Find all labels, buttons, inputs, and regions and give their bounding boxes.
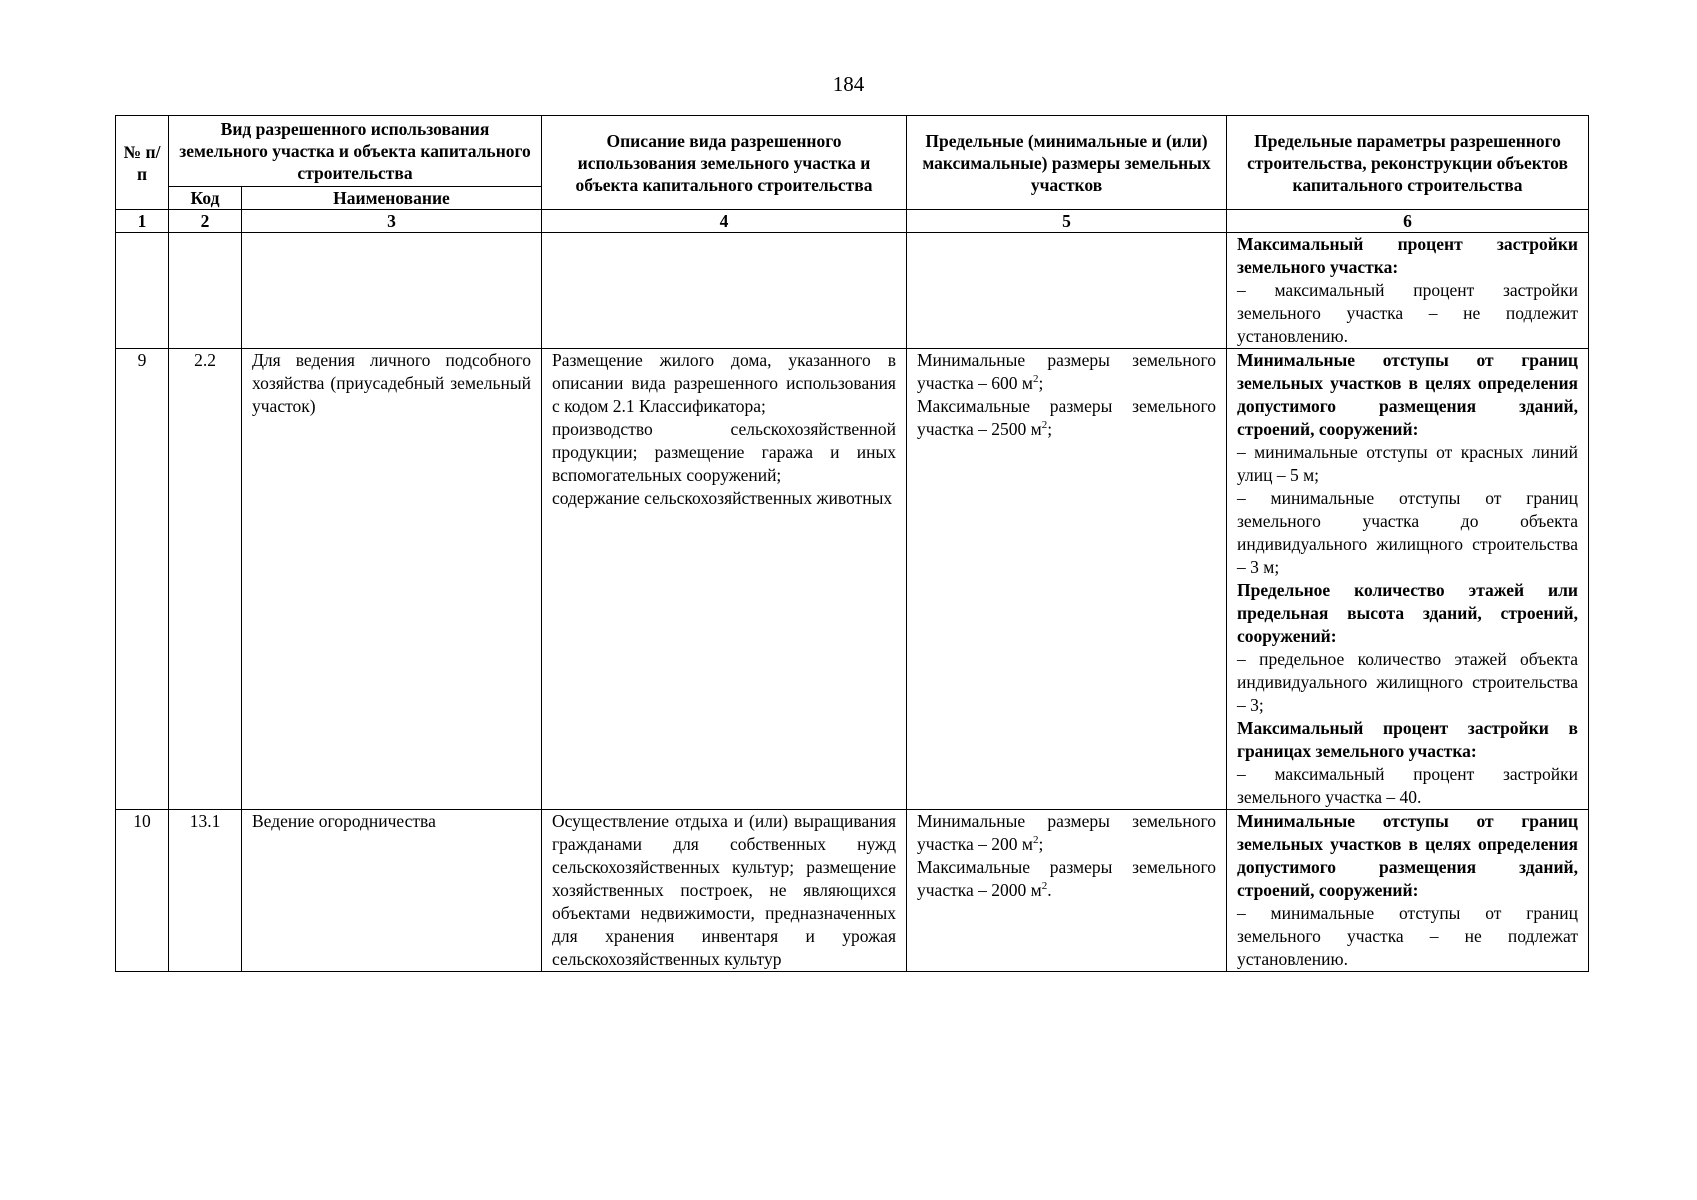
header-num: № п/п — [116, 116, 169, 210]
param-heading: Максимальный процент застройки земельного участка: — [1237, 234, 1578, 277]
row-code: 13.1 — [169, 810, 242, 972]
param-item: – минимальные отступы от красных линий улиц – 5 м; — [1237, 442, 1578, 485]
row-params — [1227, 349, 1589, 810]
row-description — [542, 349, 907, 810]
row-sizes — [907, 810, 1227, 972]
row-sizes — [907, 233, 1227, 349]
size-line: Максимальные размеры земельного участка – 2000 $м^2$. — [917, 857, 1216, 900]
param-heading: Минимальные отступы от границ земельных участков в целях определения допустимого размещения зданий, строений, сооружений: — [1237, 350, 1578, 439]
row-description — [542, 233, 907, 349]
superscript: 2 — [1032, 373, 1039, 386]
param-item: – минимальные отступы от границ земельного участка – не подлежат установлению. — [1237, 903, 1578, 969]
col-number: 4 — [542, 210, 907, 233]
col-number: 6 — [1227, 210, 1589, 233]
superscript: 2 — [1032, 834, 1039, 847]
size-line: Максимальные размеры земельного участка – 2500 $м^2$; — [917, 396, 1216, 439]
param-item: – максимальный процент застройки земельного участка – 40. — [1237, 764, 1578, 807]
header-group: Вид разрешенного использования земельного участка и объекта капитального строительства — [169, 116, 542, 187]
description-line: Размещение жилого дома, указанного в описании вида разрешенного использования с кодом 2.1 Классификатора; — [552, 350, 896, 416]
size-line: Минимальные размеры земельного участка – 600 $м^2$; — [917, 350, 1216, 393]
row-number — [116, 233, 169, 349]
table-body — [116, 233, 1589, 972]
col-number: 2 — [169, 210, 242, 233]
param-heading: Предельное количество этажей или предельная высота зданий, строений, сооружений: — [1237, 580, 1578, 646]
size-line: Минимальные размеры земельного участка – 200 $м^2$; — [917, 811, 1216, 854]
header-description: Описание вида разрешенного использования земельного участка и объекта капитального строительства — [542, 116, 907, 210]
row-name: Для ведения личного подсобного хозяйства (приусадебный земельный участок) — [242, 349, 542, 810]
header-name: Наименование — [242, 187, 542, 210]
superscript: 2 — [1041, 880, 1048, 893]
header-sizes: Предельные (минимальные и (или) максимальные) размеры земельных участков — [907, 116, 1227, 210]
param-heading: Максимальный процент застройки в границах земельного участка: — [1237, 718, 1578, 761]
row-name — [242, 233, 542, 349]
table-row — [116, 810, 1589, 972]
header-code: Код — [169, 187, 242, 210]
param-heading: Минимальные отступы от границ земельных участков в целях определения допустимого размещения зданий, строений, сооружений: — [1237, 811, 1578, 900]
header-row-1 — [116, 116, 1589, 187]
page-number: 184 — [832, 72, 865, 96]
param-item: – максимальный процент застройки земельного участка – не подлежит установлению. — [1237, 280, 1578, 346]
row-sizes — [907, 349, 1227, 810]
row-number: 10 — [116, 810, 169, 972]
description-line: содержание сельскохозяйственных животных — [552, 488, 893, 508]
row-code: 2.2 — [169, 349, 242, 810]
param-item: – минимальные отступы от границ земельного участка до объекта индивидуального жилищного строительства – 3 м; — [1237, 488, 1578, 577]
param-item: – предельное количество этажей объекта индивидуального жилищного строительства – 3; — [1237, 649, 1578, 715]
column-numbers-row — [116, 210, 1589, 233]
superscript: 2 — [1041, 419, 1048, 432]
description-line: Осуществление отдыха и (или) выращивания гражданами для собственных нужд сельскохозяйственных культур; размещение хозяйственных построек, не являющихся объектами недвижимости, предназначенных для хранения инвентаря и урожая сельскохозяйственных культур — [552, 811, 896, 969]
row-number: 9 — [116, 349, 169, 810]
header-params: Предельные параметры разрешенного строительства, реконструкции объектов капитального строительства — [1227, 116, 1589, 210]
row-params — [1227, 233, 1589, 349]
table-row — [116, 349, 1589, 810]
row-params — [1227, 810, 1589, 972]
table-row — [116, 233, 1589, 349]
row-name: Ведение огородничества — [242, 810, 542, 972]
col-number: 5 — [907, 210, 1227, 233]
row-description — [542, 810, 907, 972]
col-number: 1 — [116, 210, 169, 233]
description-line: производство сельскохозяйственной продукции; размещение гаража и иных вспомогательных сооружений; — [552, 419, 896, 485]
col-number: 3 — [242, 210, 542, 233]
row-code — [169, 233, 242, 349]
land-use-table — [115, 115, 1589, 972]
